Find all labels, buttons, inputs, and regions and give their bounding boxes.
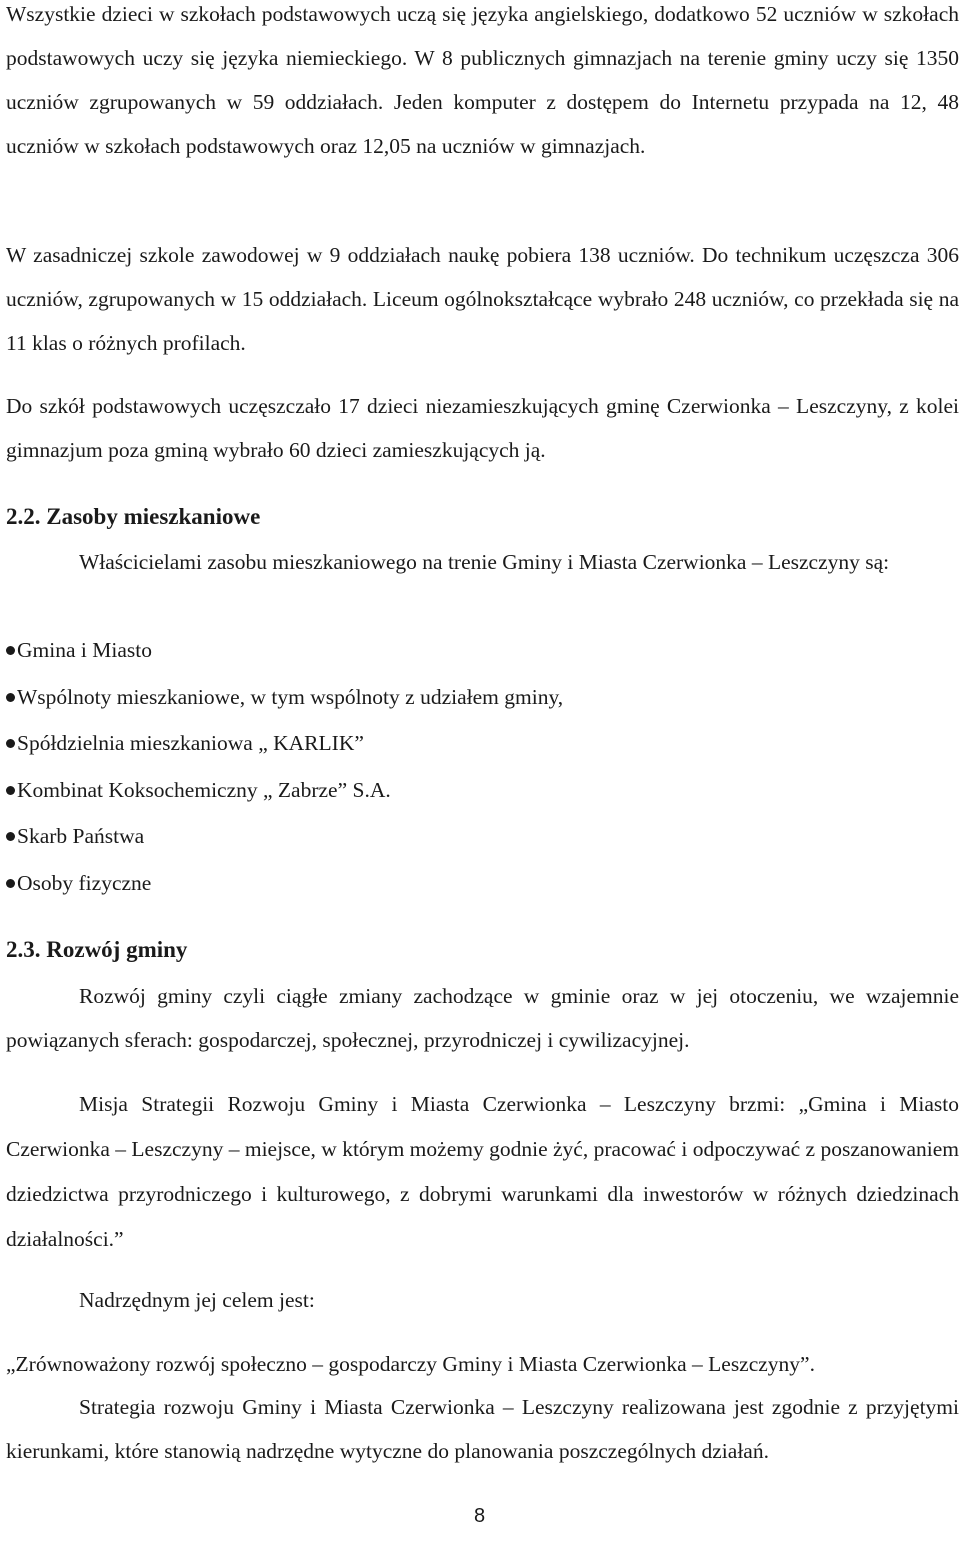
page-number: 8 — [474, 1505, 486, 1527]
bullet-icon — [6, 832, 15, 841]
list-item: Skarb Państwa — [6, 821, 144, 851]
list-item: Gmina i Miasto — [6, 635, 152, 665]
bullet-icon — [6, 693, 15, 702]
paragraph-main-goal: „Zrównoważony rozwój społeczno – gospodarczy Gminy i Miasta Czerwionka – Leszczyny”. — [6, 1352, 815, 1376]
paragraph-languages-gimnazja: Wszystkie dzieci w szkołach podstawowych uczą się języka angielskiego, dodatkowo 52 uczniów w szkołach podstawowych uczy się języka niemieckiego. W 8 publicznych gimnazjach na terenie gminy uczy się 1350 uczniów zgrupowanych w 59 oddziałach. Jeden komputer z dostępem do Internetu przypada na 12, 48 uczniów w szkołach podstawowych oraz 12,05 na uczniów w gimnazjach. — [6, 2, 959, 158]
section-heading-development: 2.3. Rozwój gminy — [6, 937, 188, 962]
paragraph-commuting-students: Do szkół podstawowych uczęszczało 17 dzieci niezamieszkujących gminę Czerwionka – Leszczyny, z kolei gimnazjum poza gminą wybrało 60 dzieci zamieszkujących ją. — [6, 394, 959, 462]
bullet-icon — [6, 786, 15, 795]
bullet-icon — [6, 879, 15, 888]
bullet-icon — [6, 646, 15, 655]
paragraph-development-definition: Rozwój gminy czyli ciągłe zmiany zachodzące w gminie oraz w jej otoczeniu, we wzajemnie powiązanych sferach: gospodarczej, społecznej, przyrodniczej i cywilizacyjnej. — [6, 984, 959, 1052]
bullet-icon — [6, 739, 15, 748]
list-item: Kombinat Koksochemiczny „ Zabrze” S.A. — [6, 775, 391, 805]
list-item: Wspólnoty mieszkaniowe, w tym wspólnoty z udziałem gminy, — [6, 682, 563, 712]
list-item: Spółdzielnia mieszkaniowa „ KARLIK” — [6, 728, 364, 758]
paragraph-housing-owners-intro: Właścicielami zasobu mieszkaniowego na trenie Gminy i Miasta Czerwionka – Leszczyny są: — [79, 550, 890, 574]
paragraph-main-goal-label: Nadrzędnym jej celem jest: — [79, 1288, 315, 1312]
paragraph-strategy-mission: Misja Strategii Rozwoju Gminy i Miasta Czerwionka – Leszczyny brzmi: „Gmina i Miasto Czerwionka – Leszczyny – miejsce, w którym możemy godnie żyć, pracować i odpoczywać z poszanowaniem dziedzictwa przyrodniczego i kulturowego, z dobrymi warunkami dla inwestorów w różnych dziedzinach działalności.” — [6, 1092, 959, 1251]
list-item: Osoby fizyczne — [6, 868, 151, 898]
paragraph-strategy-implementation: Strategia rozwoju Gminy i Miasta Czerwionka – Leszczyny realizowana jest zgodnie z przyjętymi kierunkami, które stanowią nadrzędne wytyczne do planowania poszczególnych działań. — [6, 1395, 959, 1463]
section-heading-housing: 2.2. Zasoby mieszkaniowe — [6, 504, 261, 529]
paragraph-vocational-schools: W zasadniczej szkole zawodowej w 9 oddziałach naukę pobiera 138 uczniów. Do technikum uczęszcza 306 uczniów, zgrupowanych w 15 oddziałach. Liceum ogólnokształcące wybrało 248 uczniów, co przekłada się na 11 klas o różnych profilach. — [6, 243, 959, 355]
